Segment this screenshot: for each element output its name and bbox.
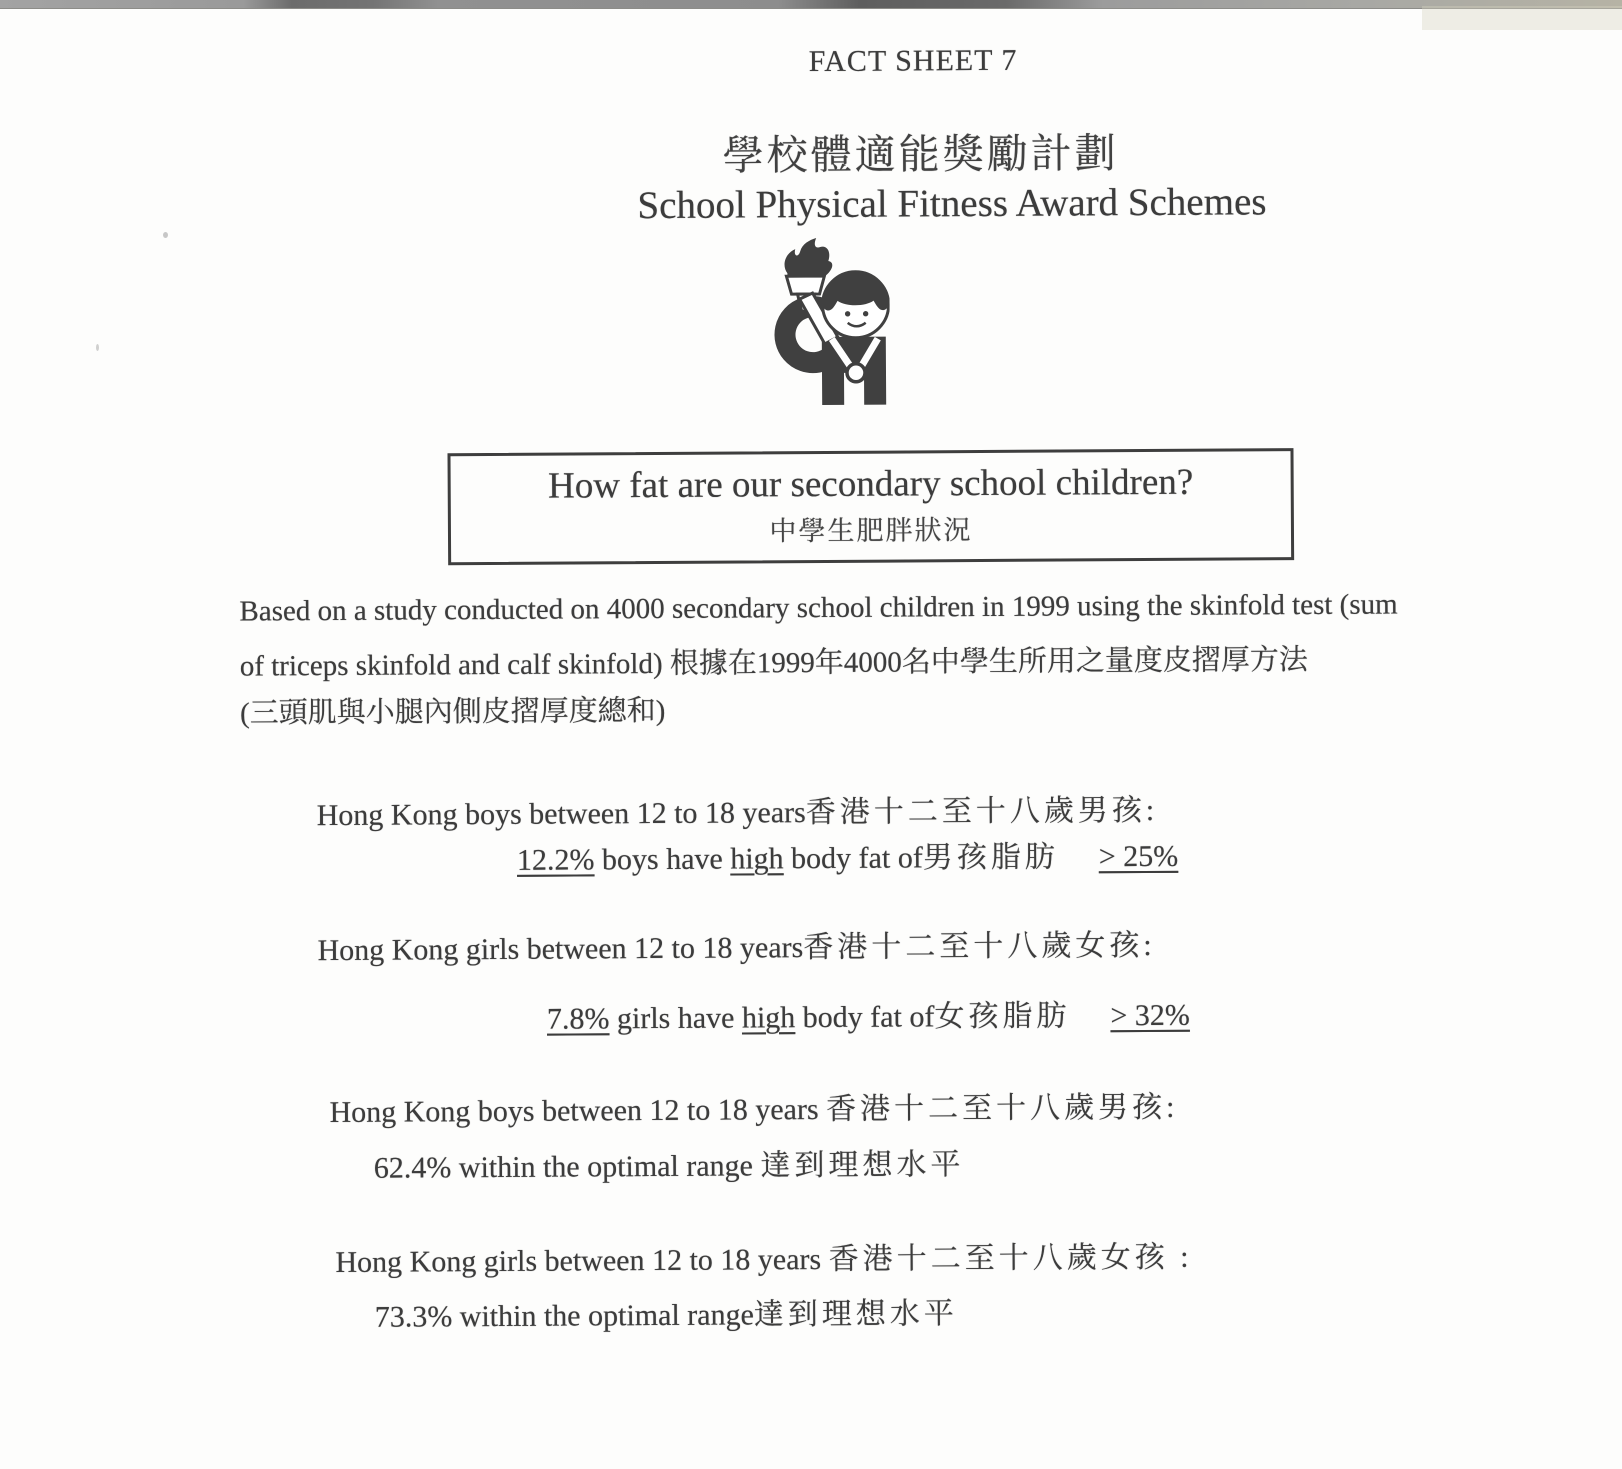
stat-detail-girls-highfat: 7.8% girls have high body fat of女孩脂肪 > 32% <box>546 998 1190 1036</box>
question-heading-english: How fat are our secondary school children? <box>547 461 1194 507</box>
torch-kid-mascot-icon <box>773 237 890 410</box>
stat-highlight: high <box>730 842 784 876</box>
stat-heading-girls-highfat: Hong Kong girls between 12 to 18 years香港十二至十八歲女孩: <box>317 928 1156 968</box>
stat-detail-boys-optimal: 62.4% within the optimal range 達到理想水平 <box>373 1148 965 1185</box>
stat-value: 7.8% <box>546 1002 610 1036</box>
stat-detail-girls-optimal: 73.3% within the optimal range達到理想水平 <box>374 1297 958 1334</box>
fact-sheet-label: FACT SHEET 7 <box>808 43 1018 79</box>
intro-line: (三頭肌與小腿內側皮摺厚度總和) <box>239 694 666 730</box>
page-title-chinese: 學校體適能獎勵計劃 <box>722 130 1119 179</box>
stat-threshold: > 25% <box>1098 839 1179 874</box>
stat-highlight: high <box>741 1001 796 1035</box>
stat-heading-girls-optimal: Hong Kong girls between 12 to 18 years 香港十二至十八歲女孩 : <box>335 1240 1193 1279</box>
stat-threshold: > 32% <box>1110 998 1190 1033</box>
stat-heading-boys-optimal: Hong Kong boys between 12 to 18 years 香港十二至十八歲男孩: <box>329 1090 1179 1130</box>
stat-detail-boys-highfat: 12.2% boys have high body fat of男孩脂肪 > 25% <box>516 839 1179 877</box>
question-box <box>447 448 1294 565</box>
question-heading-chinese: 中學生肥胖狀況 <box>769 515 973 547</box>
stat-heading-boys-highfat: Hong Kong boys between 12 to 18 years香港十二至十八歲男孩: <box>316 793 1159 833</box>
intro-line: of triceps skinfold and calf skinfold) 根據在1999年4000名中學生所用之量度皮摺厚方法 <box>239 644 1308 683</box>
stat-value: 12.2% <box>516 843 595 877</box>
intro-line: Based on a study conducted on 4000 secondary school children in 1999 using the skinfold test (sum <box>239 588 1398 628</box>
page-title-english: School Physical Fitness Award Schemes <box>637 180 1267 228</box>
